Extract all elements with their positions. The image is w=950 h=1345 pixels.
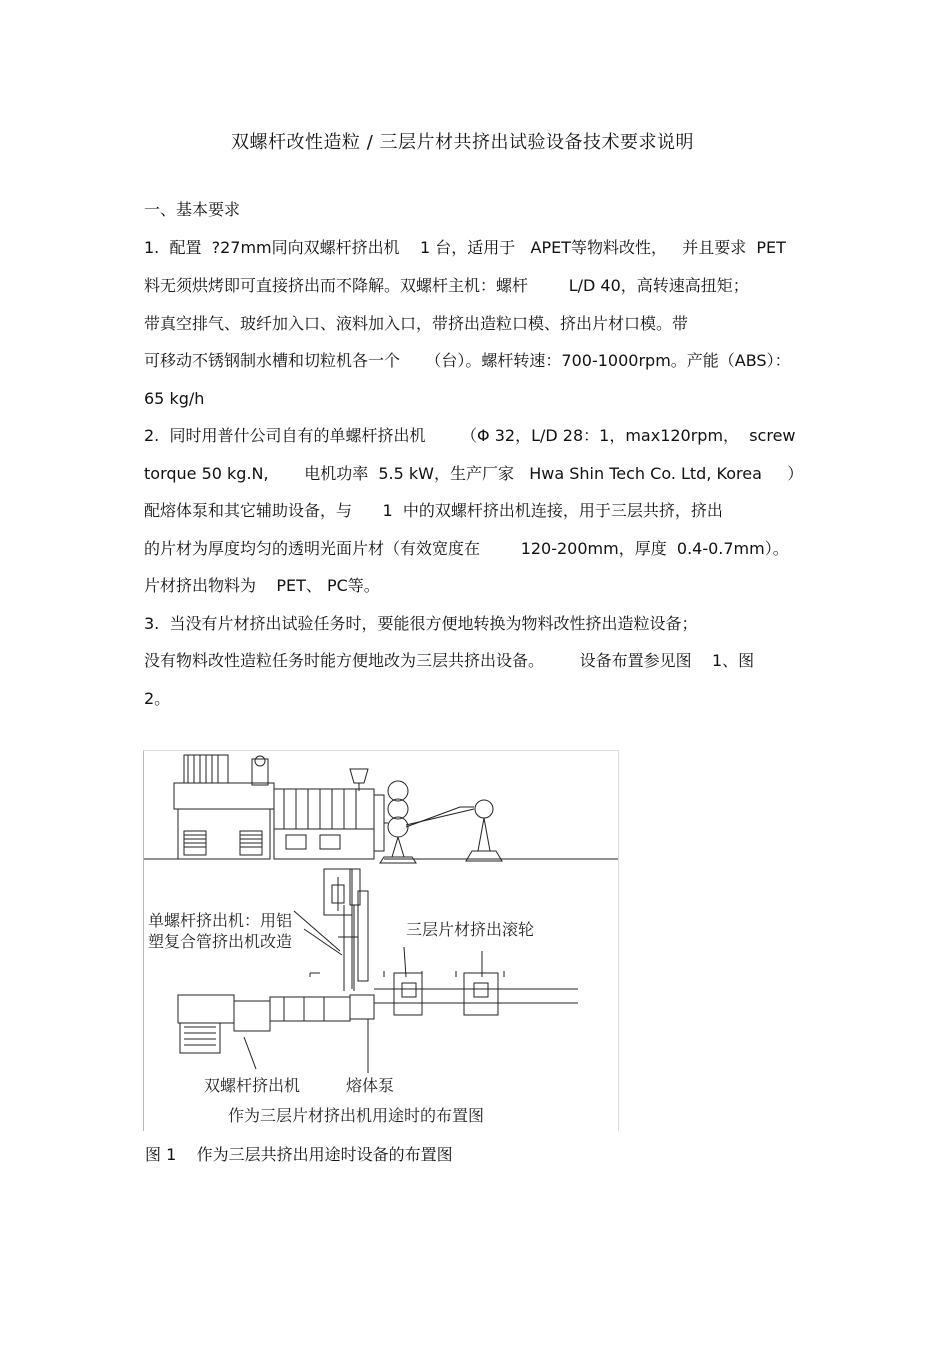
- paragraph-line: 2。: [144, 689, 171, 708]
- paragraph-line: 片材挤出物料为 PET、 PC等。: [144, 576, 380, 595]
- section-heading: 一、基本要求: [144, 200, 241, 219]
- melt-pump-label: 熔体泵: [346, 1076, 395, 1095]
- paragraph-line: 带真空排气、玻纤加入口、液料加入口，带挤出造粒口模、挤出片材口模。带: [144, 314, 689, 333]
- paragraph-line: 可移动不锈钢制水槽和切粒机各一个 （台）。螺杆转速：700-1000rpm。产能（ABS）：: [144, 351, 791, 370]
- single-screw-label-line2: 塑复合管挤出机改造: [148, 932, 293, 951]
- twin-screw-label: 双螺杆挤出机: [204, 1076, 301, 1095]
- paragraph-line: 的片材为厚度均匀的透明光面片材（有效宽度在 120-200mm，厚度 0.4-0.7mm）。: [144, 539, 789, 558]
- paragraph-line: 2. 同时用普什公司自有的单螺杆挤出机 （Φ 32，L/D 28：1，max120rpm， screw: [144, 426, 796, 445]
- paragraph-line: 3. 当没有片材挤出试验任务时，要能很方便地转换为物料改性挤出造粒设备；: [144, 614, 698, 633]
- paragraph-line: 没有物料改性造粒任务时能方便地改为三层共挤出设备。 设备布置参见图 1、图: [144, 651, 755, 670]
- paragraph-line: 1. 配置 ?27mm同向双螺杆挤出机 1 台，适用于 APET等物料改性， 并且要求 PET: [144, 238, 786, 257]
- roller-label: 三层片材挤出滚轮: [406, 920, 535, 939]
- paragraph-line: torque 50 kg.N, 电机功率 5.5 kW，生产厂家 Hwa Shin Tech Co. Ltd, Korea ）: [144, 464, 804, 483]
- paragraph-line: 配熔体泵和其它辅助设备，与 1 中的双螺杆挤出机连接，用于三层共挤，挤出: [144, 501, 723, 520]
- upper-extruder-line: [144, 755, 618, 863]
- single-screw-label-line1: 单螺杆挤出机：用铝: [148, 911, 293, 930]
- lower-layout-plan: [178, 869, 578, 1073]
- paragraph-line: 65 kg/h: [144, 389, 205, 408]
- page-title: 双螺杆改性造粒 / 三层片材共挤出试验设备技术要求说明: [230, 132, 694, 153]
- figure-inner-caption: 作为三层片材挤出机用途时的布置图: [228, 1106, 485, 1125]
- figure-caption: 图 1 作为三层共挤出用途时设备的布置图: [145, 1145, 453, 1164]
- equipment-layout-figure: [143, 750, 619, 1131]
- paragraph-line: 料无须烘烤即可直接挤出而不降解。双螺杆主机：螺杆 L/D 40，高转速高扭矩；: [144, 276, 749, 295]
